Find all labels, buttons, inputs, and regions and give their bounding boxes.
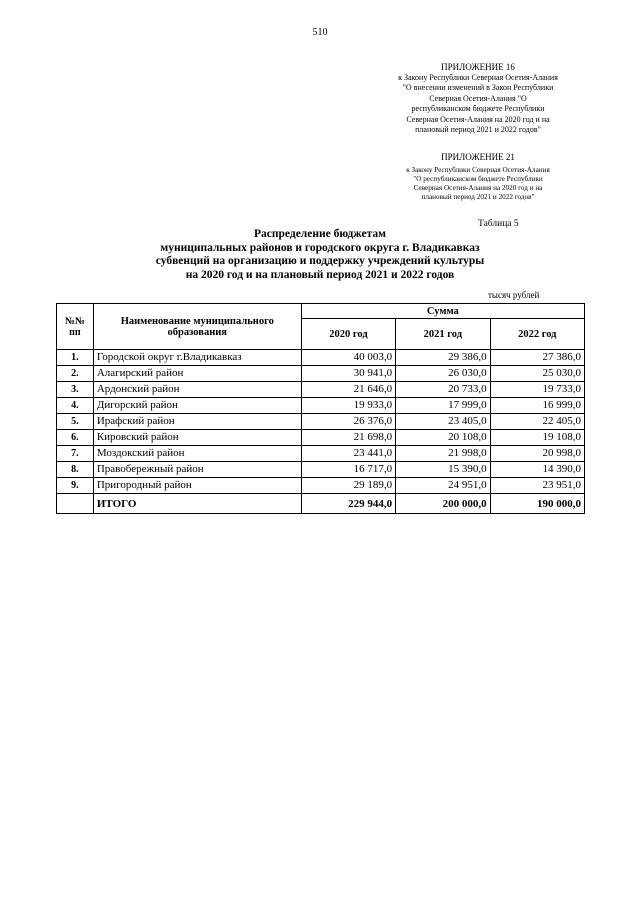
appendix-21-line: Северная Осетия-Алания на 2020 год и на [413,183,543,192]
appendix-21-line: к Закону Республики Северная Осетия-Алания [406,165,550,174]
row-num: 7. [57,446,94,462]
header-year-2020: 2020 год [301,319,395,350]
row-2020: 40 003,0 [301,350,395,366]
table-row [57,430,585,446]
table-row [57,366,585,382]
row-num: 3. [57,382,94,398]
document-title [100,228,540,282]
page-number: 510 [312,27,328,38]
row-name: Пригородный район [93,478,301,494]
row-2020: 21 646,0 [301,382,395,398]
appendix-16-block [368,62,588,136]
row-num: 1. [57,350,94,366]
header-year-2021: 2021 год [396,319,490,350]
row-2020: 16 717,0 [301,462,395,478]
row-2022: 16 999,0 [490,398,584,414]
appendix-21-line: плановый период 2021 и 2022 годов" [421,193,535,202]
row-2022: 23 951,0 [490,478,584,494]
row-2021: 20 108,0 [396,430,490,446]
row-name: Ирафский район [93,414,301,430]
title-line: Распределение бюджетам [254,228,386,240]
table-row [57,398,585,414]
total-label: ИТОГО [93,494,301,514]
total-num-cell [57,494,94,514]
table-row [57,350,585,366]
row-2020: 26 376,0 [301,414,395,430]
table-label: Таблица 5 [478,219,519,229]
total-2020: 229 944,0 [301,494,395,514]
distribution-table [56,303,585,514]
table-row [57,414,585,430]
row-2021: 20 733,0 [396,382,490,398]
appendix-16-line: плановый период 2021 и 2022 годов" [415,125,541,134]
row-name: Городской округ г.Владикавказ [93,350,301,366]
row-2022: 25 030,0 [490,366,584,382]
appendix-21-block [368,152,588,202]
table-row [57,446,585,462]
row-2021: 15 390,0 [396,462,490,478]
row-num: 8. [57,462,94,478]
appendix-16-line: Северная Осетия-Алания на 2020 год и на [406,114,550,124]
row-2021: 23 405,0 [396,414,490,430]
title-line: субвенций на организацию и поддержку учреждений культуры [155,255,485,267]
row-2022: 19 733,0 [490,382,584,398]
row-2022: 14 390,0 [490,462,584,478]
row-num: 6. [57,430,94,446]
appendix-21-line: "О республиканском бюджете Республики [413,174,543,183]
header-sum: Сумма [301,304,584,319]
header-num: №№ пп [57,304,94,350]
table-row [57,382,585,398]
title-line: на 2020 год и на плановый период 2021 и 2022 годов [185,268,455,281]
row-name: Ардонский район [93,382,301,398]
appendix-21-heading: ПРИЛОЖЕНИЕ 21 [441,152,515,162]
table-row [57,478,585,494]
row-2022: 19 108,0 [490,430,584,446]
row-2020: 21 698,0 [301,430,395,446]
row-2021: 17 999,0 [396,398,490,414]
units-label: тысяч рублей [488,290,540,300]
total-row [57,494,585,514]
row-2021: 24 951,0 [396,478,490,494]
appendix-16-line: республиканском бюджете Республики [411,104,545,113]
row-2022: 20 998,0 [490,446,584,462]
row-2020: 23 441,0 [301,446,395,462]
row-2020: 30 941,0 [301,366,395,382]
row-2022: 27 386,0 [490,350,584,366]
row-name: Кировский район [93,430,301,446]
appendix-16-line: "О внесении изменений в Закон Республики [402,83,554,92]
row-2021: 26 030,0 [396,366,490,382]
appendix-16-heading: ПРИЛОЖЕНИЕ 16 [441,62,515,72]
row-name: Правобережный район [93,462,301,478]
header-name: Наименование муниципального образования [93,304,301,350]
header-year-2022: 2022 год [490,319,584,350]
row-num: 2. [57,366,94,382]
table-row [57,462,585,478]
title-line: муниципальных районов и городского округа г. Владикавказ [160,241,480,254]
total-2022: 190 000,0 [490,494,584,514]
row-2021: 29 386,0 [396,350,490,366]
row-num: 4. [57,398,94,414]
row-name: Моздокский район [93,446,301,462]
appendix-16-line: Северная Осетия-Алания "О [429,93,527,103]
row-num: 5. [57,414,94,430]
row-2021: 21 998,0 [396,446,490,462]
appendix-16-line: к Закону Республики Северная Осетия-Алания [398,72,558,82]
row-name: Дигорский район [93,398,301,414]
row-2020: 29 189,0 [301,478,395,494]
total-2021: 200 000,0 [396,494,490,514]
row-name: Алагирский район [93,366,301,382]
row-num: 9. [57,478,94,494]
row-2020: 19 933,0 [301,398,395,414]
row-2022: 22 405,0 [490,414,584,430]
